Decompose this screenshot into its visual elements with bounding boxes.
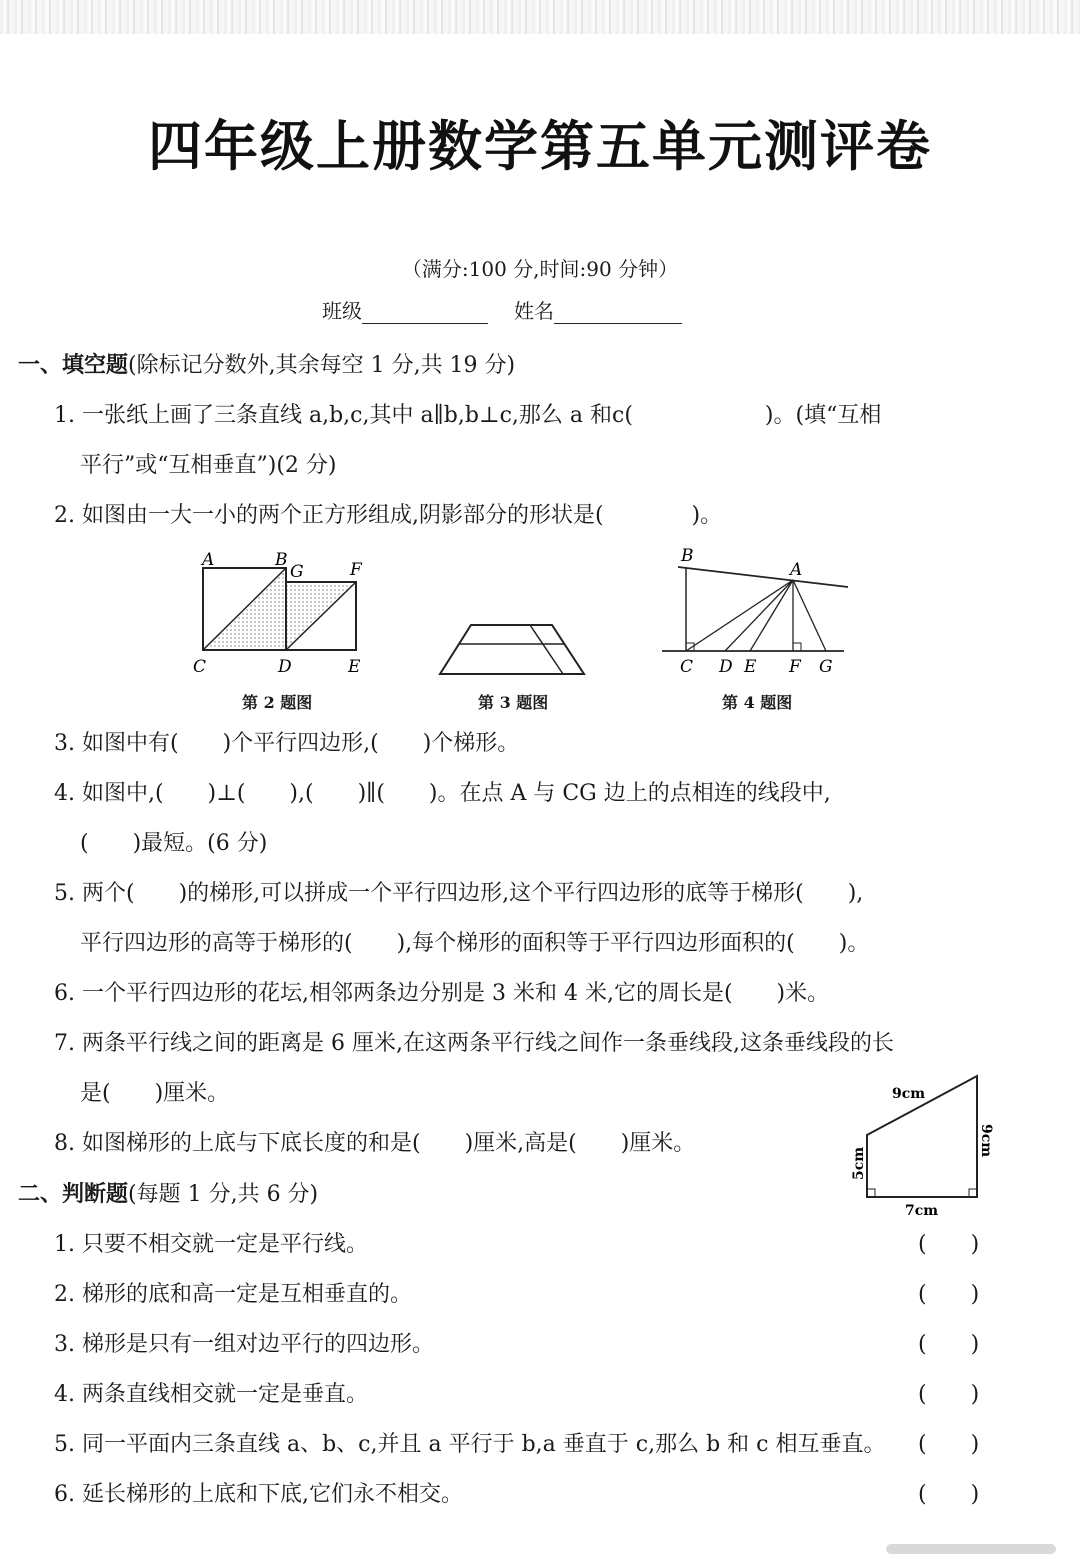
- class-field: [322, 295, 488, 324]
- figure-8: [840, 1072, 1010, 1222]
- q5-line1: 5. 两个( )的梯形,可以拼成一个平行四边形,这个平行四边形的底等于梯形( ),: [54, 881, 864, 906]
- class-blank: [362, 323, 488, 324]
- fig2-caption: 第 2 题图: [242, 693, 313, 712]
- judge-item: 6. 延长梯形的上底和下底,它们永不相交。: [54, 1482, 463, 1507]
- fig8-right-label: 9cm: [978, 1124, 994, 1158]
- scroll-indicator: [886, 1544, 1056, 1554]
- judge-answer-2: ( ): [918, 1282, 980, 1307]
- page-title: 四年级上册数学第五单元测评卷: [148, 115, 932, 178]
- name-label: 姓名: [514, 299, 554, 323]
- fig8-left-label: 5cm: [851, 1146, 867, 1180]
- fig3-caption: 第 3 题图: [478, 693, 549, 712]
- q1-line2: 平行”或“互相垂直”)(2 分): [80, 453, 337, 478]
- q4-line1: 4. 如图中,( )⊥( ),( )∥( )。在点 A 与 CG 边上的点相连的线段中,: [54, 781, 831, 806]
- fig4-label-e: E: [744, 657, 757, 677]
- class-label: 班级: [322, 299, 362, 323]
- q6: 6. 一个平行四边形的花坛,相邻两条边分别是 3 米和 4 米,它的周长是( )米。: [54, 981, 830, 1006]
- figure-3: [435, 620, 590, 680]
- judge-item: 2. 梯形的底和高一定是互相垂直的。: [54, 1282, 412, 1307]
- judge-answer-6: ( ): [918, 1482, 980, 1507]
- scan-edge: [0, 0, 1080, 34]
- judge-answer-3: ( ): [918, 1332, 980, 1357]
- name-blank: [554, 323, 682, 324]
- q1-line1: 1. 一张纸上画了三条直线 a,b,c,其中 a∥b,b⊥c,那么 a 和c( )。(填“互相: [54, 403, 882, 428]
- figure-4: [658, 543, 858, 683]
- fig4-label-c: C: [680, 657, 694, 677]
- section1-title: 一、填空题: [18, 353, 129, 378]
- fig4-label-g: G: [819, 657, 833, 677]
- q8: 8. 如图梯形的上底与下底长度的和是( )厘米,高是( )厘米。: [54, 1131, 696, 1156]
- fig4-label-b: B: [681, 546, 694, 566]
- fig4-label-f: F: [789, 657, 801, 677]
- judge-item: 4. 两条直线相交就一定是垂直。: [54, 1382, 368, 1407]
- judge-item: 1. 只要不相交就一定是平行线。: [54, 1232, 368, 1257]
- judge-item: 3. 梯形是只有一组对边平行的四边形。: [54, 1332, 434, 1357]
- q2: 2. 如图由一大一小的两个正方形组成,阴影部分的形状是( )。: [54, 503, 723, 528]
- fig4-caption: 第 4 题图: [722, 693, 793, 712]
- section1-note: (除标记分数外,其余每空 1 分,共 19 分): [128, 353, 516, 378]
- fig2-label-g: G: [290, 562, 304, 582]
- fig8-bottom-label: 7cm: [905, 1203, 939, 1219]
- q4-line2: ( )最短。(6 分): [80, 831, 268, 856]
- section2-note: (每题 1 分,共 6 分): [128, 1182, 319, 1207]
- fig2-label-c: C: [193, 657, 207, 677]
- score-time-info: （满分:100 分,时间:90 分钟）: [401, 257, 679, 281]
- judge-answer-1: ( ): [918, 1232, 980, 1257]
- fig2-label-d: D: [278, 657, 292, 677]
- q7-line2: 是( )厘米。: [80, 1081, 230, 1106]
- q3: 3. 如图中有( )个平行四边形,( )个梯形。: [54, 731, 520, 756]
- section2-title: 二、判断题: [18, 1182, 129, 1207]
- fig4-label-a: A: [790, 560, 803, 580]
- fig2-label-a: A: [202, 550, 215, 570]
- judge-answer-5: ( ): [918, 1432, 980, 1457]
- fig2-label-e: E: [348, 657, 361, 677]
- judge-item: 5. 同一平面内三条直线 a、b、c,并且 a 平行于 b,a 垂直于 c,那么 b 和 c 相互垂直。: [54, 1432, 886, 1457]
- q5-line2: 平行四边形的高等于梯形的( ),每个梯形的面积等于平行四边形面积的( )。: [80, 931, 870, 956]
- fig8-top-label: 9cm: [892, 1086, 926, 1102]
- judge-answer-4: ( ): [918, 1382, 980, 1407]
- figure-2: [190, 545, 380, 680]
- section2-heading: [18, 1177, 318, 1208]
- name-field: [514, 295, 682, 324]
- q7-line1: 7. 两条平行线之间的距离是 6 厘米,在这两条平行线之间作一条垂线段,这条垂线段的长: [54, 1031, 894, 1056]
- fig4-label-d: D: [719, 657, 733, 677]
- fig2-label-b: B: [275, 550, 288, 570]
- fig2-label-f: F: [350, 560, 362, 580]
- section1-heading: [18, 348, 515, 379]
